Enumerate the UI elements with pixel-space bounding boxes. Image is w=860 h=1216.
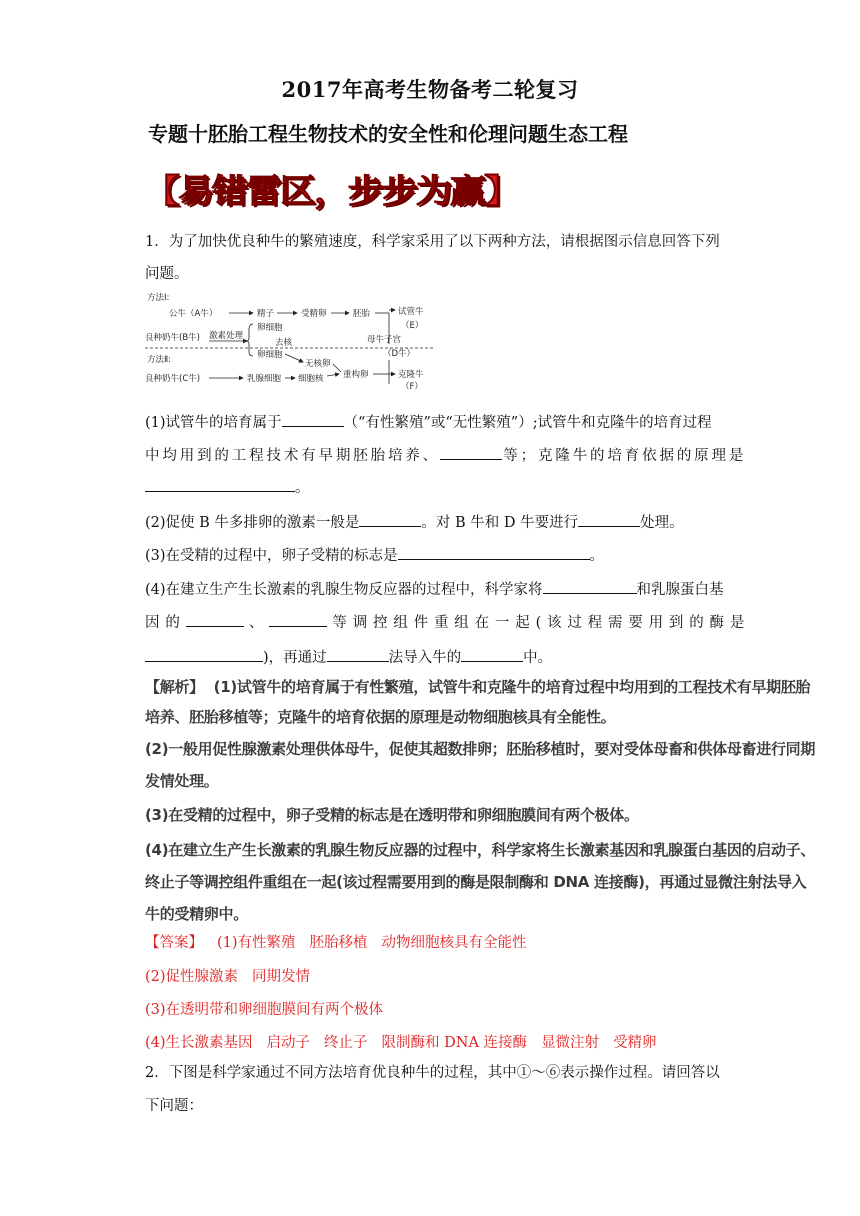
diagram-sperm: 精子 xyxy=(257,309,275,319)
q1-sub4-line3: )，再通过 法导入牛的 中。 xyxy=(145,647,745,667)
answer-blank[interactable] xyxy=(145,647,263,662)
analysis-line4: 发情处理。 xyxy=(145,772,219,790)
analysis-line7: 终止子等调控组件重组在一起(该过程需要用到的酶是限制酶和 DNA 连接酶)，再通过显微注射法导入 xyxy=(145,873,807,891)
diagram-cell-nucleus: 细胞核 xyxy=(298,374,324,384)
answer-line4: (4)生长激素基因 启动子 终止子 限制酶和 DNA 连接酶 显微注射 受精卵 xyxy=(145,1035,657,1051)
answer-blank[interactable] xyxy=(461,647,523,662)
diagram-clone-calf: 克隆牛 xyxy=(398,370,424,380)
analysis-line3: (2)一般用促性腺激素处理供体母牛，促使其超数排卵；胚胎移植时，要对受体母畜和供体母畜进行同期 xyxy=(145,740,816,758)
q1-sub1-line1: (1)试管牛的培育属于 （“有性繁殖”或“无性繁殖”）;试管牛和克隆牛的培育过程 xyxy=(145,412,745,432)
analysis-line2: 培养、胚胎移植等；克隆牛的培育依据的原理是动物细胞核具有全能性。 xyxy=(145,708,616,726)
q1-sub4-line1: (4)在建立生产生长激素的乳腺生物反应器的过程中，科学家将 和乳腺蛋白基 xyxy=(145,579,745,599)
answer-line3: (3)在透明带和卵细胞膜间有两个极体 xyxy=(145,1002,384,1018)
diagram-fertilized-egg: 受精卵 xyxy=(301,309,327,319)
answer-blank[interactable] xyxy=(578,512,640,527)
diagram-embryo: 胚胎 xyxy=(353,309,371,319)
answer-tag: 【答案】 xyxy=(145,935,203,951)
diagram-ivf-tag: （E） xyxy=(401,321,424,331)
answer-blank[interactable] xyxy=(440,445,502,460)
answer-blank[interactable] xyxy=(398,545,590,560)
diagram-enucleated-egg: 无核卵 xyxy=(305,359,331,369)
answer-blank[interactable] xyxy=(145,477,295,492)
q1-sub3: (3)在受精的过程中，卵子受精的标志是 。 xyxy=(145,545,745,565)
diagram-method1: 方法Ⅰ: xyxy=(147,293,170,303)
q1-sub1-line3: 。 xyxy=(145,477,745,497)
q2-line2: 下问题： xyxy=(145,1098,203,1114)
q1-stem-line1: 1．为了加快优良种牛的繁殖速度，科学家采用了以下两种方法，请根据图示信息回答下列 xyxy=(145,234,720,250)
diagram-method2: 方法Ⅱ: xyxy=(147,355,172,365)
analysis-line8: 牛的受精卵中。 xyxy=(145,905,248,923)
q1-sub1-line2: 中均用到的工程技术有早期胚胎培养、 等；克隆牛的培育依据的原理是 xyxy=(145,445,745,465)
diagram-cow-b: 良种奶牛(B牛) xyxy=(145,333,200,343)
diagram-hormone: 激素处理 xyxy=(209,331,244,341)
answer-line1: 【答案】 (1)有性繁殖 胚胎移植 动物细胞核具有全能性 xyxy=(145,935,527,951)
breeding-diagram xyxy=(145,290,435,390)
analysis-line1: 【解析】 (1)试管牛的培育属于有性繁殖，试管牛和克隆牛的培育过程中均用到的工程技术有早期胚胎 xyxy=(145,678,811,696)
answer-blank[interactable] xyxy=(282,412,344,427)
diagram-oocyte1: 卵细胞 xyxy=(257,323,283,333)
q1-stem-line2: 问题。 xyxy=(145,266,189,282)
answer-blank[interactable] xyxy=(269,612,327,627)
diagram-bull: 公牛（A牛） xyxy=(169,309,218,319)
diagram-enucleate: 去核 xyxy=(275,338,293,348)
diagram-reconstructed-egg: 重构卵 xyxy=(343,370,369,380)
q2-line1: 2．下图是科学家通过不同方法培育优良种牛的过程，其中①～⑥表示操作过程。请回答以 xyxy=(145,1065,720,1081)
answer-blank[interactable] xyxy=(327,647,389,662)
q1-sub4-line2: 因 的 、 等 调 控 组 件 重 组 在 一 起 ( 该 过 程 需 要 用 到 的 酶 是 xyxy=(145,612,745,632)
page-title: 2017年高考生物备考二轮复习 xyxy=(281,77,579,102)
page-subtitle: 专题十胚胎工程生物技术的安全性和伦理问题生态工程 xyxy=(148,122,628,146)
diagram-cow-c: 良种奶牛(C牛) xyxy=(145,374,201,384)
diagram-oocyte2: 卵细胞 xyxy=(257,350,283,360)
diagram-clone-tag: （F） xyxy=(401,382,423,390)
diagram-d-cow: （D牛） xyxy=(383,349,416,359)
diagram-ivf-calf: 试管牛 xyxy=(398,307,424,317)
answer-line2: (2)促性腺激素 同期发情 xyxy=(145,969,311,985)
section-banner: 【易错雷区，步步为赢】 xyxy=(144,173,519,211)
q1-sub2: (2)促使 B 牛多排卵的激素一般是 。对 B 牛和 D 牛要进行 处理。 xyxy=(145,512,745,532)
answer-blank[interactable] xyxy=(359,512,421,527)
answer-blank[interactable] xyxy=(543,579,637,594)
diagram-mother-uterus: 母牛子宫 xyxy=(367,335,402,345)
analysis-line6: (4)在建立生产生长激素的乳腺生物反应器的过程中，科学家将生长激素基因和乳腺蛋白基因的启动子、 xyxy=(145,841,816,859)
analysis-tag: 【解析】 xyxy=(145,678,204,696)
analysis-line5: (3)在受精的过程中，卵子受精的标志是在透明带和卵细胞膜间有两个极体。 xyxy=(145,806,639,824)
answer-blank[interactable] xyxy=(186,612,244,627)
diagram-mammary-cell: 乳腺细胞 xyxy=(247,374,282,384)
